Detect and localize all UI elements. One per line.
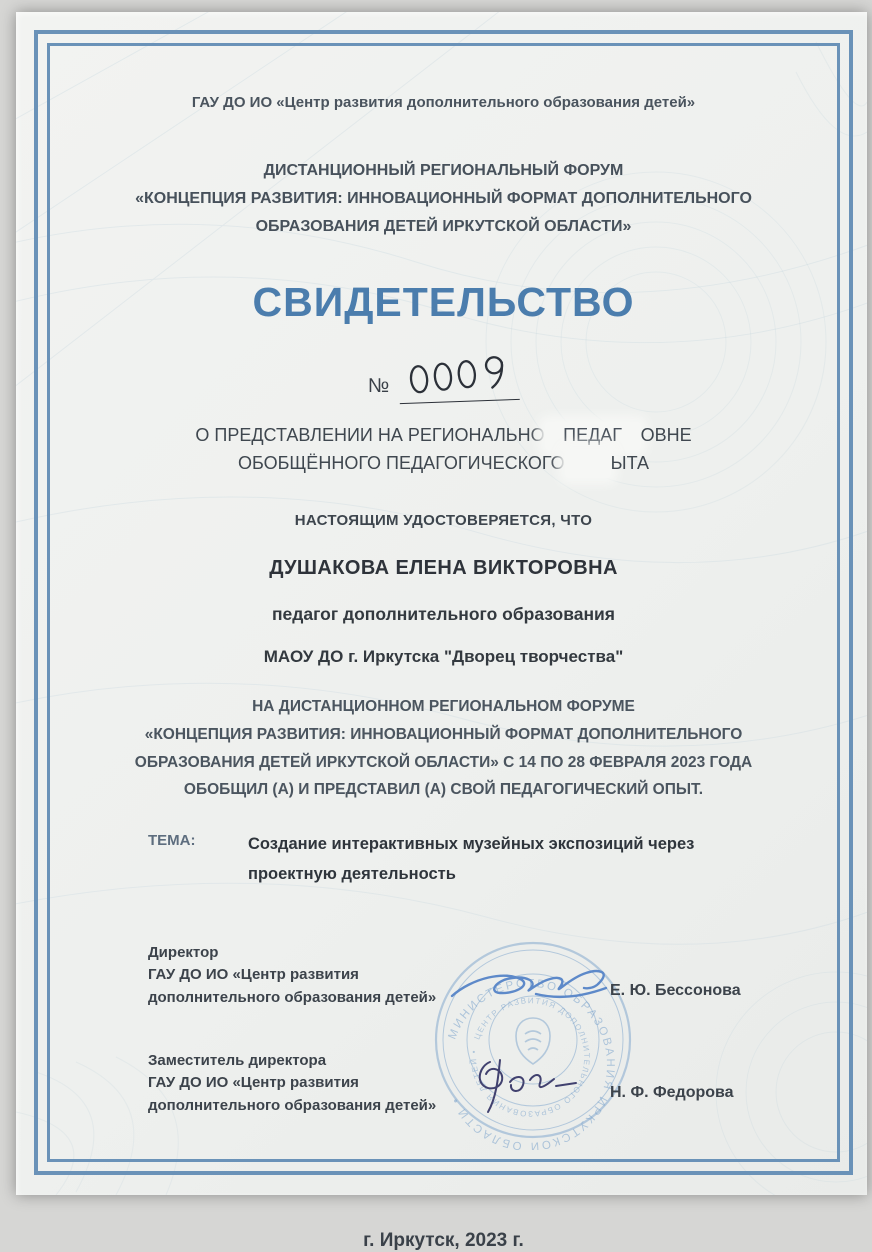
recipient-position: педагог дополнительного образования: [271, 603, 616, 624]
number-sign: №: [367, 375, 390, 397]
body-line4: ОБОБЩИЛ (А) И ПРЕДСТАВИЛ (А) СВОЙ ПЕДАГОГИЧЕСКИЙ ОПЫТ.: [183, 781, 704, 799]
body-paragraph: [56, 693, 831, 805]
handwritten-number: [398, 354, 520, 404]
signature-area: [148, 942, 801, 1194]
white-patch-artifact-lower: [565, 450, 611, 478]
body-line1: НА ДИСТАНЦИОННОМ РЕГИОНАЛЬНОМ ФОРУМЕ: [252, 697, 635, 715]
certificate-number: [56, 356, 831, 402]
certificate-content: [56, 52, 831, 1251]
theme-text: [248, 830, 694, 889]
deputy-role-line1: Заместитель директора: [148, 1051, 327, 1069]
director-name: Е. Ю. Бессонова: [610, 981, 741, 999]
statement-block: [56, 422, 831, 478]
statement-line1: [56, 422, 831, 450]
theme-label: ТЕМА:: [148, 832, 196, 850]
certificate-title: СВИДЕТЕЛЬСТВО: [252, 279, 635, 325]
forum-title-line1: ДИСТАНЦИОННЫЙ РЕГИОНАЛЬНЫЙ ФОРУМ: [263, 162, 624, 179]
director-signature: [448, 956, 628, 1008]
statement-line2-before: ОБОБЩЁННОГО ПЕДАГОГИЧЕСКОГО: [238, 452, 565, 473]
deputy-role: [148, 1050, 436, 1118]
white-patch-artifact: ПЕДАГ: [545, 422, 641, 450]
director-role: [148, 942, 436, 1010]
issuing-organization: ГАУ ДО ИО «Центр развития дополнительного образования детей»: [191, 94, 696, 111]
deputy-signature: [460, 1054, 600, 1118]
deputy-role-line3: дополнительного образования детей»: [148, 1096, 437, 1114]
statement-line2: [56, 450, 831, 478]
certify-line: НАСТОЯЩИМ УДОСТОВЕРЯЕТСЯ, ЧТО: [294, 511, 593, 529]
handwritten-digits-0009: [402, 354, 515, 396]
theme-text-line1: Создание интерактивных музейных экспозиций через: [248, 835, 695, 854]
forum-title-line2: «КОНЦЕПЦИЯ РАЗВИТИЯ: ИННОВАЦИОННЫЙ ФОРМАТ ДОПОЛНИТЕЛЬНОГО: [135, 190, 752, 207]
stamp-outer-ring-text: МИНИСТЕРСТВО ОБРАЗОВАНИЯ ИРКУТСКОЙ ОБЛАСТИ •: [446, 977, 617, 1150]
deputy-name: Н. Ф. Федорова: [610, 1083, 734, 1101]
body-line3: ОБРАЗОВАНИЯ ДЕТЕЙ ИРКУТСКОЙ ОБЛАСТИ» С 14 ПО 28 ФЕВРАЛЯ 2023 ГОДА: [134, 753, 753, 771]
director-role-line3: дополнительного образования детей»: [148, 988, 437, 1006]
city-year-line: г. Иркутск, 2023 г.: [363, 1229, 524, 1251]
theme-section: [56, 830, 831, 889]
deputy-role-line2: ГАУ ДО ИО «Центр развития: [148, 1074, 359, 1092]
director-role-line1: Директор: [148, 943, 219, 961]
forum-title-line3: ОБРАЗОВАНИЯ ДЕТЕЙ ИРКУТСКОЙ ОБЛАСТИ»: [255, 218, 632, 235]
body-line2: «КОНЦЕПЦИЯ РАЗВИТИЯ: ИННОВАЦИОННЫЙ ФОРМАТ ДОПОЛНИТЕЛЬНОГО: [144, 725, 743, 743]
director-role-line2: ГАУ ДО ИО «Центр развития: [148, 966, 359, 984]
statement-line1-after: ОВНЕ: [640, 425, 692, 445]
recipient-name: ДУШАКОВА ЕЛЕНА ВИКТОРОВНА: [269, 556, 618, 579]
theme-text-line2: проектную деятельность: [248, 865, 456, 884]
recipient-organization: МАОУ ДО г. Иркутска "Дворец творчества": [263, 646, 624, 666]
forum-title: [56, 157, 831, 241]
stamp-inner-ring-text: ЦЕНТР РАЗВИТИЯ ДОПОЛНИТЕЛЬНОГО ОБРАЗОВАНИЯ ДЕТЕЙ •: [469, 995, 592, 1118]
statement-line1-before: О ПРЕДСТАВЛЕНИИ НА РЕГИОНАЛЬНО: [195, 425, 545, 445]
statement-line2-after: ЫТА: [610, 452, 649, 473]
certificate-paper: [16, 12, 867, 1251]
